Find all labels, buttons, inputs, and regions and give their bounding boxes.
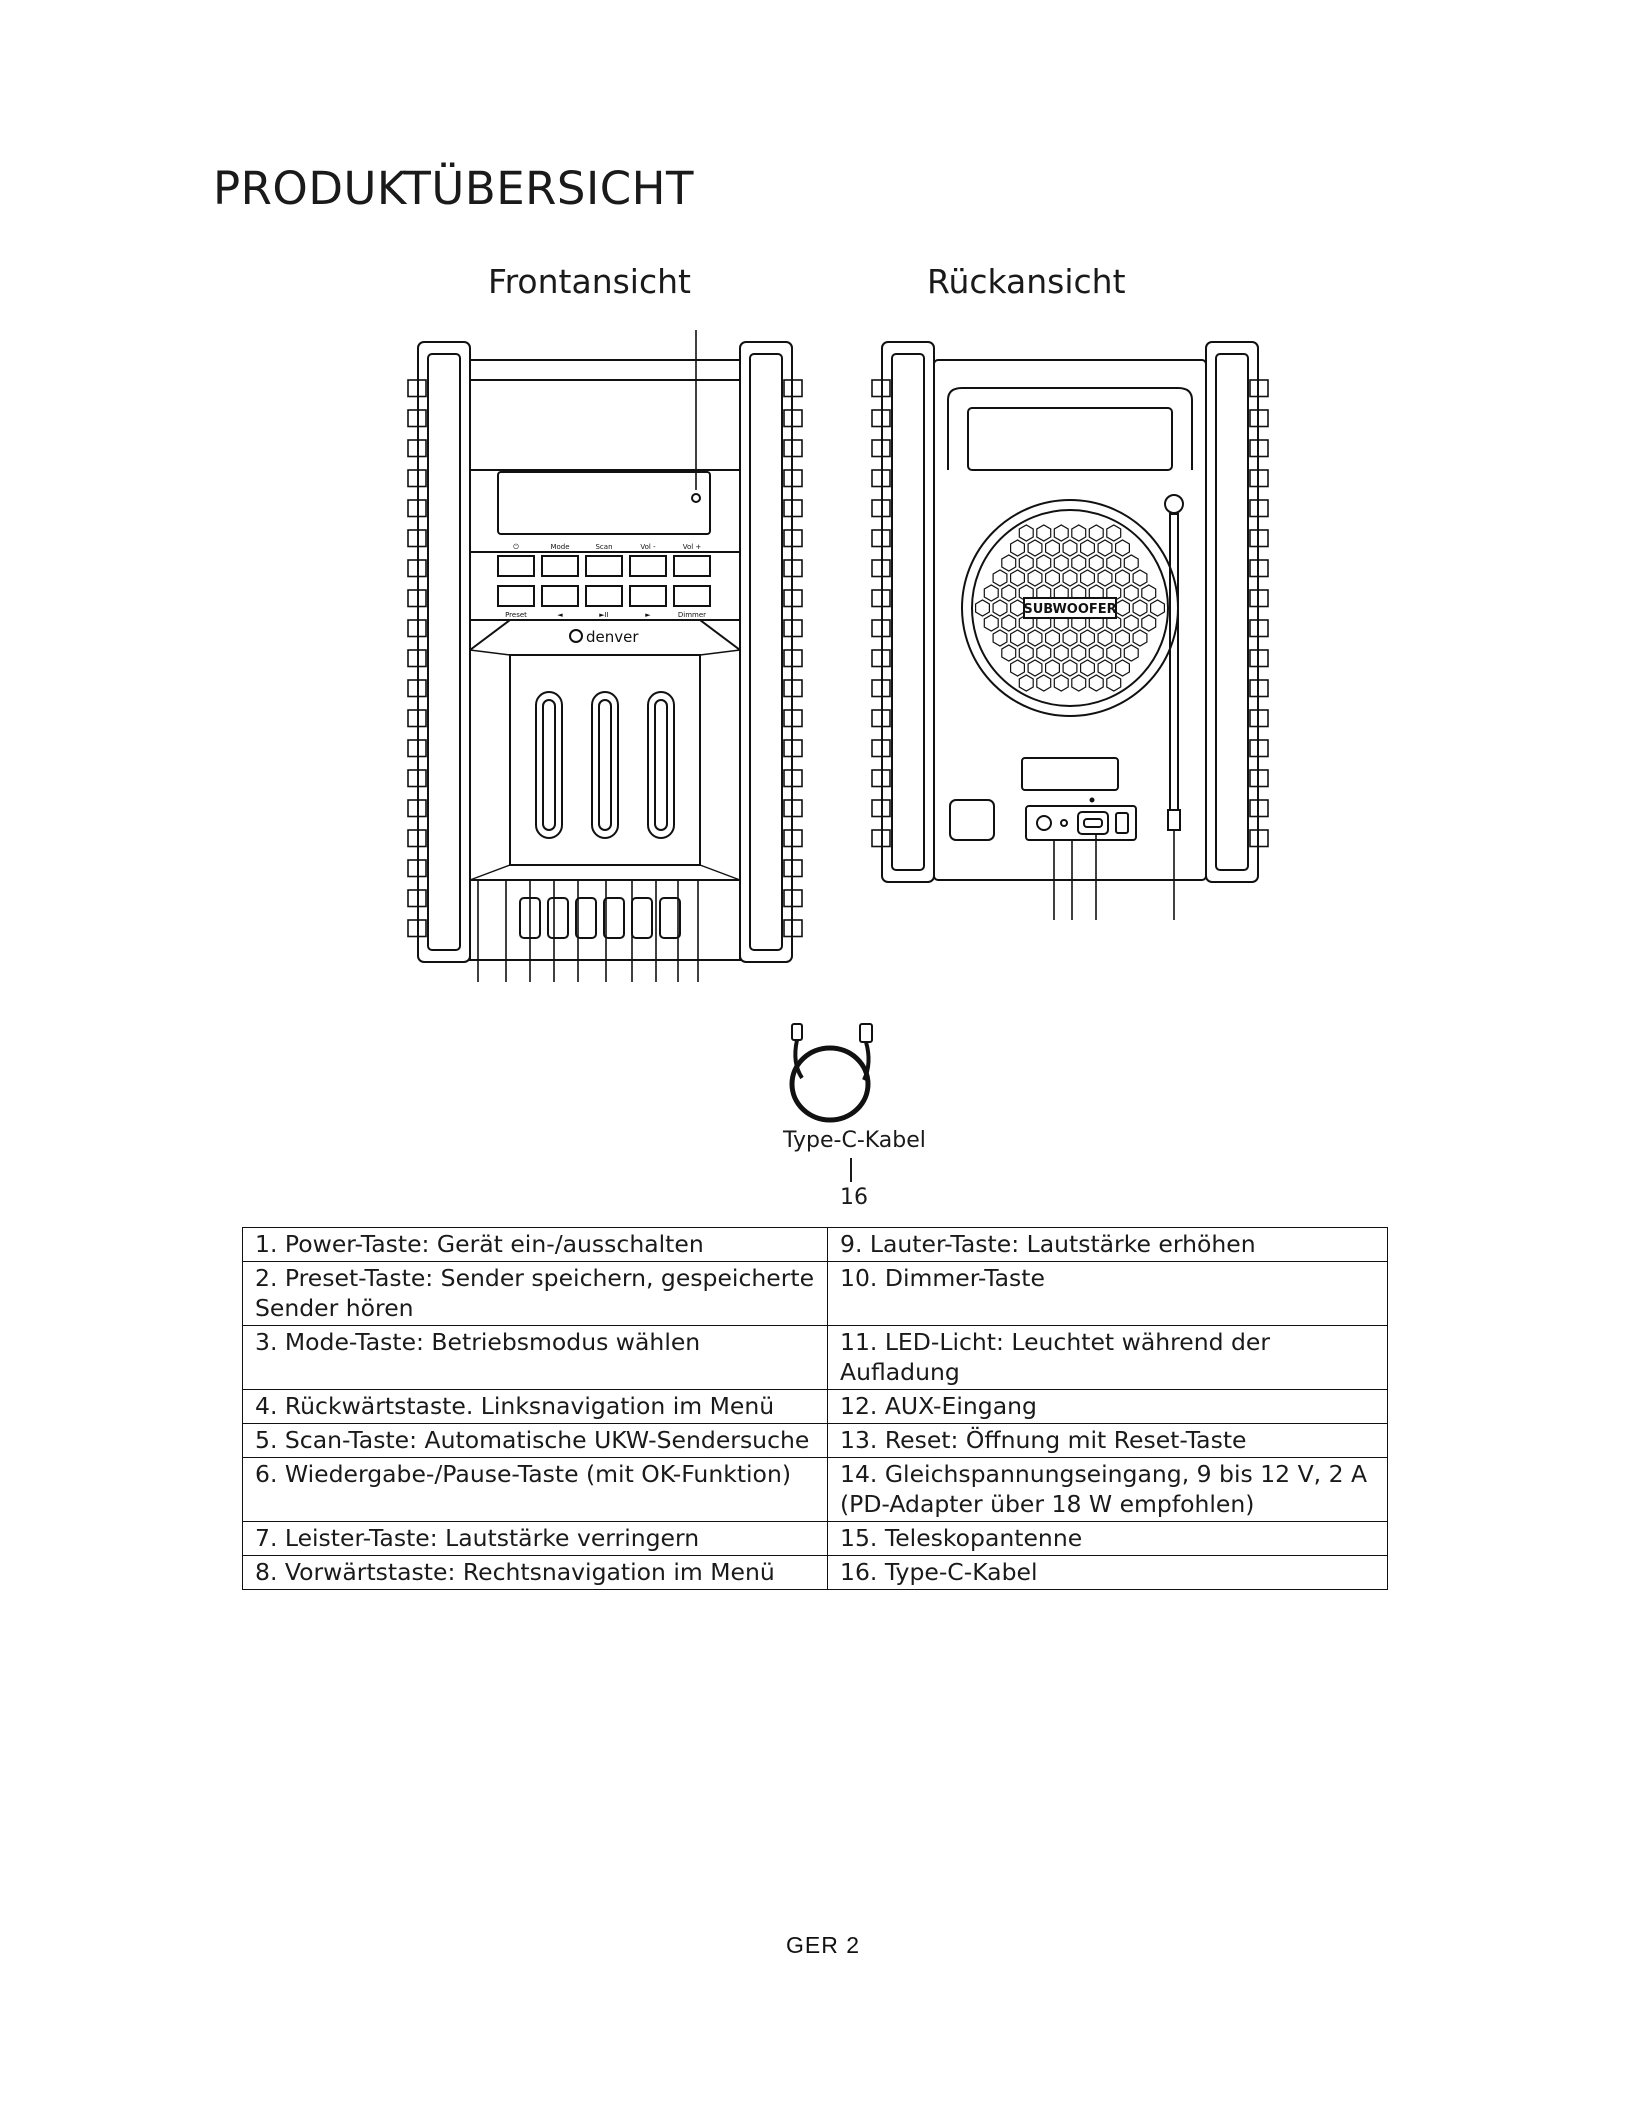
device-button-bottom bbox=[674, 586, 710, 606]
grille-hole bbox=[1107, 525, 1121, 541]
grille-hole bbox=[1081, 570, 1095, 586]
grille-hole bbox=[984, 615, 998, 631]
button-label-top: Mode bbox=[550, 543, 570, 551]
legend-cell-right: 15. Teleskopantenne bbox=[828, 1522, 1388, 1556]
grille-hole bbox=[1098, 540, 1112, 556]
legend-row bbox=[243, 1522, 1388, 1556]
grille-hole bbox=[1116, 660, 1130, 676]
foot-slot bbox=[632, 898, 652, 938]
legend-row bbox=[243, 1326, 1388, 1390]
grille-hole bbox=[1089, 555, 1103, 571]
grille-hole bbox=[1028, 570, 1042, 586]
legend-row bbox=[243, 1556, 1388, 1590]
device-button-bottom bbox=[542, 586, 578, 606]
button-label-top: Vol - bbox=[640, 543, 656, 551]
grille-hole bbox=[1124, 615, 1138, 631]
aux-port bbox=[1037, 816, 1051, 830]
foot-slot bbox=[576, 898, 596, 938]
legend-cell-left: 5. Scan-Taste: Automatische UKW-Sendersuche bbox=[243, 1424, 828, 1458]
grille-hole bbox=[1037, 675, 1051, 691]
legend-row bbox=[243, 1390, 1388, 1424]
grille-hole bbox=[1098, 630, 1112, 646]
legend-cell-right: 10. Dimmer-Taste bbox=[828, 1262, 1388, 1326]
grille-hole bbox=[993, 570, 1007, 586]
legend-cell-right: 11. LED-Licht: Leuchtet während der Aufladung bbox=[828, 1326, 1388, 1390]
grille-hole bbox=[1019, 555, 1033, 571]
legend-cell-right: 13. Reset: Öffnung mit Reset-Taste bbox=[828, 1424, 1388, 1458]
grille-hole bbox=[1116, 600, 1130, 616]
front-view-label: Frontansicht bbox=[488, 262, 691, 301]
grille-hole bbox=[1002, 615, 1016, 631]
button-label-bottom: ►II bbox=[599, 611, 609, 619]
grille-hole bbox=[1063, 570, 1077, 586]
device-button-top bbox=[542, 556, 578, 576]
foot-slot bbox=[548, 898, 568, 938]
button-label-bottom: ► bbox=[645, 611, 651, 619]
legend-cell-left: 2. Preset-Taste: Sender speichern, gespeicherte Sender hören bbox=[243, 1262, 828, 1326]
grille-hole bbox=[993, 600, 1007, 616]
grille-hole bbox=[1124, 645, 1138, 661]
page-title: PRODUKTÜBERSICHT bbox=[213, 162, 695, 215]
legend-row bbox=[243, 1458, 1388, 1522]
grille-hole bbox=[1019, 675, 1033, 691]
grille-hole bbox=[1072, 645, 1086, 661]
grille-hole bbox=[1133, 600, 1147, 616]
grille-hole bbox=[1151, 600, 1165, 616]
grille-hole bbox=[1072, 525, 1086, 541]
grille-hole bbox=[1098, 570, 1112, 586]
grille-hole bbox=[1081, 630, 1095, 646]
device-button-bottom bbox=[498, 586, 534, 606]
grille-hole bbox=[1011, 570, 1025, 586]
grille-hole bbox=[993, 630, 1007, 646]
grille-hole bbox=[1142, 615, 1156, 631]
grille-hole bbox=[1037, 645, 1051, 661]
legend-cell-left: 3. Mode-Taste: Betriebsmodus wählen bbox=[243, 1326, 828, 1390]
grille-hole bbox=[1124, 585, 1138, 601]
grille-hole bbox=[1046, 540, 1060, 556]
grille-hole bbox=[1089, 525, 1103, 541]
grille-hole bbox=[1072, 675, 1086, 691]
cable-label: Type-C-Kabel bbox=[783, 1128, 926, 1153]
grille-hole bbox=[1046, 630, 1060, 646]
grille-hole bbox=[1002, 645, 1016, 661]
grille-hole bbox=[1002, 585, 1016, 601]
legend-cell-left: 6. Wiedergabe-/Pause-Taste (mit OK-Funktion) bbox=[243, 1458, 828, 1522]
device-button-top bbox=[586, 556, 622, 576]
legend-row bbox=[243, 1262, 1388, 1326]
legend-cell-right: 14. Gleichspannungseingang, 9 bis 12 V, 2 A (PD-Adapter über 18 W empfohlen) bbox=[828, 1458, 1388, 1522]
grille-hole bbox=[1133, 630, 1147, 646]
grille-hole bbox=[1028, 660, 1042, 676]
device-button-bottom bbox=[630, 586, 666, 606]
grille-hole bbox=[1054, 525, 1068, 541]
legend-cell-left: 4. Rückwärtstaste. Linksnavigation im Menü bbox=[243, 1390, 828, 1424]
device-button-top bbox=[674, 556, 710, 576]
button-label-bottom: ◄ bbox=[557, 611, 563, 619]
legend-cell-left: 7. Leister-Taste: Lautstärke verringern bbox=[243, 1522, 828, 1556]
grille-hole bbox=[1046, 570, 1060, 586]
grille-hole bbox=[1011, 660, 1025, 676]
grille-hole bbox=[1054, 645, 1068, 661]
reset-hole bbox=[1061, 820, 1067, 826]
grille-hole bbox=[1054, 675, 1068, 691]
legend-cell-right: 9. Lauter-Taste: Lautstärke erhöhen bbox=[828, 1228, 1388, 1262]
telescopic-antenna bbox=[1165, 495, 1183, 830]
button-label-bottom: Dimmer bbox=[677, 611, 707, 619]
grille-hole bbox=[1046, 660, 1060, 676]
grille-hole bbox=[1089, 645, 1103, 661]
button-label-top: Vol + bbox=[682, 543, 702, 551]
grille-hole bbox=[1072, 555, 1086, 571]
legend-cell-left: 1. Power-Taste: Gerät ein-/ausschalten bbox=[243, 1228, 828, 1262]
grille-hole bbox=[1063, 540, 1077, 556]
grille-hole bbox=[1054, 555, 1068, 571]
grille-hole bbox=[1011, 630, 1025, 646]
device-button-bottom bbox=[586, 586, 622, 606]
grille-hole bbox=[1019, 525, 1033, 541]
grille-hole bbox=[1124, 555, 1138, 571]
grille-hole bbox=[1063, 630, 1077, 646]
grille-hole bbox=[1089, 675, 1103, 691]
grille-hole bbox=[1011, 600, 1025, 616]
button-label-top: Scan bbox=[595, 543, 613, 551]
device-button-top bbox=[630, 556, 666, 576]
grille-hole bbox=[1142, 585, 1156, 601]
legend-table bbox=[242, 1227, 1388, 1590]
brand-logo-text: denver bbox=[586, 628, 639, 646]
legend-cell-right: 12. AUX-Eingang bbox=[828, 1390, 1388, 1424]
grille-hole bbox=[1063, 660, 1077, 676]
legend-cell-right: 16. Type-C-Kabel bbox=[828, 1556, 1388, 1590]
grille-hole bbox=[1019, 645, 1033, 661]
grille-hole bbox=[1037, 525, 1051, 541]
led-indicator bbox=[692, 494, 700, 502]
foot-slot bbox=[660, 898, 680, 938]
grille-hole bbox=[1028, 630, 1042, 646]
usb-c-cable-icon bbox=[772, 1018, 892, 1128]
cable-callout-line bbox=[850, 1158, 852, 1182]
foot-slot bbox=[604, 898, 624, 938]
grille-hole bbox=[1081, 540, 1095, 556]
grille-hole bbox=[1002, 555, 1016, 571]
brand-logo-icon bbox=[570, 630, 582, 642]
grille-hole bbox=[1107, 645, 1121, 661]
grille-hole bbox=[984, 585, 998, 601]
page-footer: GER 2 bbox=[786, 1932, 861, 1958]
grille-hole bbox=[1081, 660, 1095, 676]
grille-hole bbox=[1107, 675, 1121, 691]
grille-hole bbox=[1133, 570, 1147, 586]
grille-hole bbox=[1116, 630, 1130, 646]
legend-row bbox=[243, 1228, 1388, 1262]
back-view-label: Rückansicht bbox=[927, 262, 1126, 301]
button-label-bottom: Preset bbox=[505, 611, 527, 619]
grille-hole bbox=[1107, 555, 1121, 571]
back-view-diagram bbox=[870, 320, 1270, 930]
grille-hole bbox=[1116, 540, 1130, 556]
device-button-top bbox=[498, 556, 534, 576]
cable-number: 16 bbox=[840, 1185, 868, 1210]
display-window bbox=[498, 472, 710, 534]
grille-hole bbox=[1116, 570, 1130, 586]
usb-c-port bbox=[1078, 812, 1108, 834]
grille-hole bbox=[1028, 540, 1042, 556]
subwoofer-label: SUBWOOFER bbox=[1023, 602, 1117, 617]
legend-row bbox=[243, 1424, 1388, 1458]
grille-hole bbox=[976, 600, 990, 616]
front-view-diagram bbox=[400, 320, 820, 990]
button-label-top: ⏻ bbox=[513, 543, 519, 551]
legend-cell-left: 8. Vorwärtstaste: Rechtsnavigation im Menü bbox=[243, 1556, 828, 1590]
grille-hole bbox=[1098, 660, 1112, 676]
grille-hole bbox=[1037, 555, 1051, 571]
grille-hole bbox=[1011, 540, 1025, 556]
